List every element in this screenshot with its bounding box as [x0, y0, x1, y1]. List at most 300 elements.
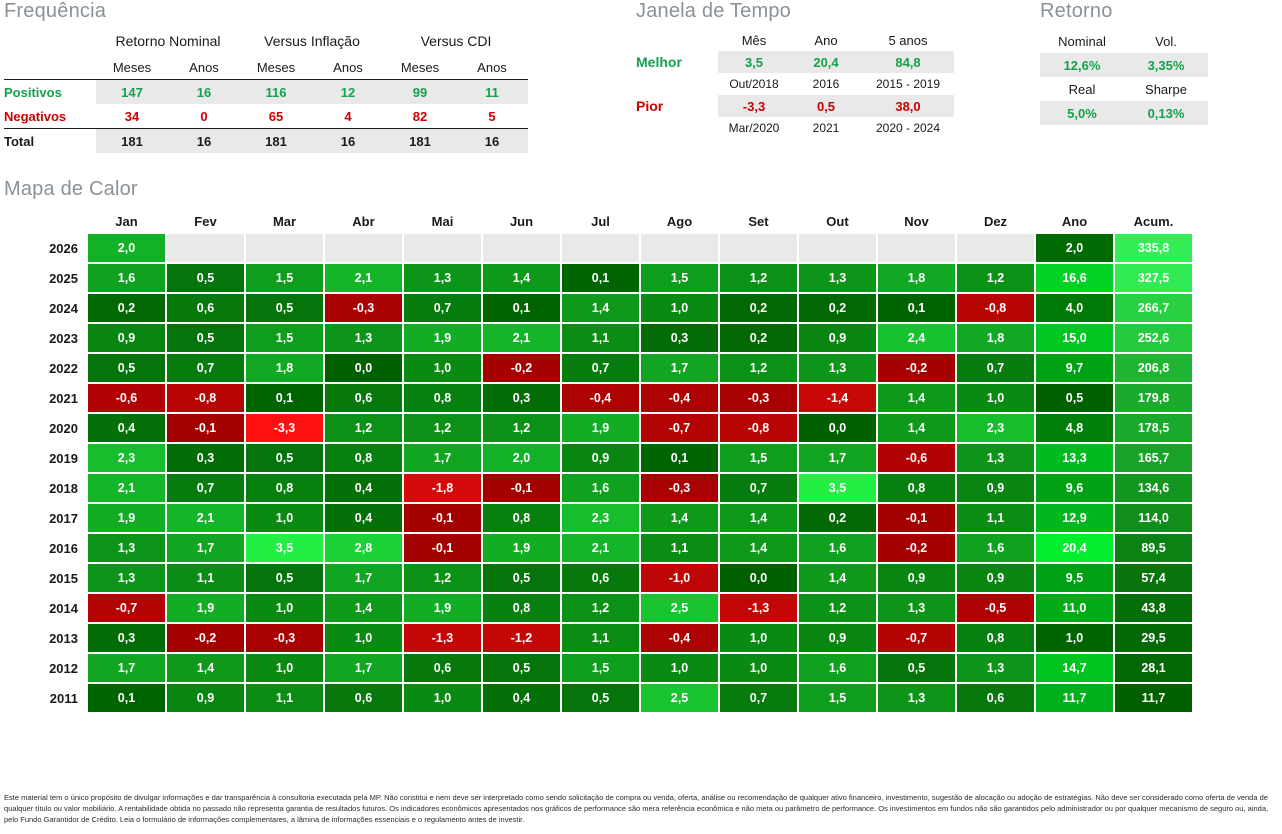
heatmap-row-label-2024: 2024 [49, 300, 78, 316]
heatmap-cell-2016-dez: 1,6 [957, 534, 1034, 562]
heatmap-cell-2019-nov: -0,6 [878, 444, 955, 472]
heatmap-col-header-dez: Dez [983, 213, 1008, 229]
pior-5anos-period: 2020 - 2024 [862, 117, 954, 139]
heatmap-cell-2015-jan: 1,3 [88, 564, 165, 592]
retorno-value-row-1 [1040, 53, 1208, 77]
heatmap-cell-2023-dez: 1,8 [957, 324, 1034, 352]
heatmap-cell-2015-dez: 0,9 [957, 564, 1034, 592]
heatmap-cell-2017-mar: 1,0 [246, 504, 323, 532]
heatmap-cell-2022-fev: 0,7 [167, 354, 244, 382]
heatmap-row [2, 534, 1192, 562]
heatmap-cell-2021-jul: -0,4 [562, 384, 639, 412]
frequencia-subheader: Meses [400, 59, 440, 75]
heatmap-cell-2023-ano: 15,0 [1036, 324, 1113, 352]
cell-total-inflacao-meses: 181 [240, 129, 312, 154]
retorno-header-row-1 [1040, 29, 1208, 53]
heatmap-cell-2022-ago: 1,7 [641, 354, 718, 382]
janela-table [636, 29, 954, 139]
cell-positivos-inflacao-anos: 12 [312, 80, 384, 105]
heatmap-cell-2017-abr: 0,4 [325, 504, 402, 532]
pior-5anos-value: 38,0 [862, 95, 954, 117]
heatmap-cell-2018-jan: 2,1 [88, 474, 165, 502]
row-label-negativos: Negativos [4, 108, 67, 124]
heatmap-cell-2018-nov: 0,8 [878, 474, 955, 502]
heatmap-cell-2023-mai: 1,9 [404, 324, 481, 352]
heatmap-cell-2023-jan: 0,9 [88, 324, 165, 352]
retorno-sharpe-value: 0,13% [1124, 101, 1208, 125]
melhor-ano-value: 20,4 [790, 51, 862, 73]
cell-positivos-inflacao-meses: 116 [240, 80, 312, 105]
pior-ano-value: 0,5 [790, 95, 862, 117]
heatmap-cell-2013-nov: -0,7 [878, 624, 955, 652]
heatmap-cell-2020-set: -0,8 [720, 414, 797, 442]
heatmap-row-label-2013: 2013 [49, 630, 78, 646]
heatmap-row [2, 384, 1192, 412]
heatmap-cell-2021-mar: 0,1 [246, 384, 323, 412]
heatmap-col-header-nov: Nov [904, 213, 929, 229]
frequencia-section [4, 0, 604, 153]
heatmap-col-header-ano: Ano [1061, 213, 1088, 229]
heatmap-col-header-jan: Jan [115, 213, 138, 229]
heatmap-cell-2023-jul: 1,1 [562, 324, 639, 352]
row-label-melhor: Melhor [636, 54, 682, 70]
heatmap-cell-2024-fev: 0,6 [167, 294, 244, 322]
heatmap-cell-2015-jul: 0,6 [562, 564, 639, 592]
heatmap-cell-2019-fev: 0,3 [167, 444, 244, 472]
heatmap-cell-2013-jan: 0,3 [88, 624, 165, 652]
janela-header-ano: Ano [814, 32, 838, 48]
heatmap-cell-2019-ano: 13,3 [1036, 444, 1113, 472]
frequencia-title: Frequência [4, 0, 107, 22]
heatmap-cell-2024-set: 0,2 [720, 294, 797, 322]
heatmap-cell-2024-abr: -0,3 [325, 294, 402, 322]
heatmap-cell-2011-jul: 0,5 [562, 684, 639, 712]
heatmap-cell-2011-set: 0,7 [720, 684, 797, 712]
heatmap-cell-2021-mai: 0,8 [404, 384, 481, 412]
heatmap-cell-2017-ago: 1,4 [641, 504, 718, 532]
retorno-header-nominal: Nominal [1058, 33, 1106, 49]
melhor-ano-period: 2016 [790, 73, 862, 95]
retorno-table [1040, 29, 1208, 125]
heatmap-col-header-set: Set [748, 213, 769, 229]
heatmap-cell-2013-abr: 1,0 [325, 624, 402, 652]
heatmap-row [2, 624, 1192, 652]
heatmap-cell-2018-ago: -0,3 [641, 474, 718, 502]
heatmap-row [2, 294, 1192, 322]
heatmap-row [2, 264, 1192, 292]
heatmap-cell-empty [799, 234, 876, 262]
cell-total-cdi-meses: 181 [384, 129, 456, 154]
pior-ano-period: 2021 [790, 117, 862, 139]
heatmap-cell-2012-jun: 0,5 [483, 654, 560, 682]
heatmap-col-header-jul: Jul [591, 213, 610, 229]
heatmap-corner-cell [2, 210, 86, 232]
heatmap-cell-2018-set: 0,7 [720, 474, 797, 502]
frequencia-group-versus-cdi: Versus CDI [420, 33, 492, 49]
heatmap-table [0, 208, 1194, 714]
heatmap-row-label-2016: 2016 [49, 540, 78, 556]
heatmap-cell-2014-jan: -0,7 [88, 594, 165, 622]
heatmap-cell-2025-ago: 1,5 [641, 264, 718, 292]
heatmap-cell-2013-jul: 1,1 [562, 624, 639, 652]
heatmap-cell-empty [720, 234, 797, 262]
heatmap-row-label-2025: 2025 [49, 270, 78, 286]
heatmap-col-header-jun: Jun [509, 213, 534, 229]
heatmap-cell-2013-ano: 1,0 [1036, 624, 1113, 652]
heatmap-cell-2018-ano: 9,6 [1036, 474, 1113, 502]
row-label-positivos: Positivos [4, 84, 62, 100]
spacer-cell [636, 117, 718, 139]
heatmap-cell-2019-out: 1,7 [799, 444, 876, 472]
melhor-mes-value: 3,5 [718, 51, 790, 73]
heatmap-cell-2018-abr: 0,4 [325, 474, 402, 502]
heatmap-cell-2012-mar: 1,0 [246, 654, 323, 682]
heatmap-header-row [2, 210, 1192, 232]
heatmap-cell-2023-fev: 0,5 [167, 324, 244, 352]
cell-negativos-inflacao-meses: 65 [240, 104, 312, 129]
heatmap-cell-2013-fev: -0,2 [167, 624, 244, 652]
heatmap-cell-2011-out: 1,5 [799, 684, 876, 712]
retorno-section [1040, 0, 1280, 125]
heatmap-cell-2013-set: 1,0 [720, 624, 797, 652]
heatmap-cell-2019-mai: 1,7 [404, 444, 481, 472]
janela-de-tempo-section [636, 0, 1036, 139]
heatmap-cell-2016-acum: 89,5 [1115, 534, 1192, 562]
janela-header-row [636, 29, 954, 51]
heatmap-cell-2021-jan: -0,6 [88, 384, 165, 412]
heatmap-cell-2015-abr: 1,7 [325, 564, 402, 592]
heatmap-cell-2019-dez: 1,3 [957, 444, 1034, 472]
cell-negativos-nominal-meses: 34 [96, 104, 168, 129]
heatmap-cell-2015-ago: -1,0 [641, 564, 718, 592]
heatmap-cell-2011-mar: 1,1 [246, 684, 323, 712]
heatmap-cell-2018-dez: 0,9 [957, 474, 1034, 502]
janela-title: Janela de Tempo [636, 0, 791, 22]
heatmap-cell-2014-jun: 0,8 [483, 594, 560, 622]
heatmap-cell-2022-jan: 0,5 [88, 354, 165, 382]
heatmap-cell-2026-ano: 2,0 [1036, 234, 1113, 262]
heatmap-cell-2023-mar: 1,5 [246, 324, 323, 352]
heatmap-cell-2024-out: 0,2 [799, 294, 876, 322]
heatmap [0, 208, 1194, 714]
heatmap-cell-2015-jun: 0,5 [483, 564, 560, 592]
heatmap-cell-2021-out: -1,4 [799, 384, 876, 412]
heatmap-cell-empty [325, 234, 402, 262]
heatmap-row [2, 354, 1192, 382]
heatmap-cell-2016-mar: 3,5 [246, 534, 323, 562]
heatmap-cell-2023-nov: 2,4 [878, 324, 955, 352]
heatmap-row-label-2020: 2020 [49, 420, 78, 436]
frequencia-table [4, 29, 528, 153]
heatmap-cell-2021-dez: 1,0 [957, 384, 1034, 412]
heatmap-cell-2014-mar: 1,0 [246, 594, 323, 622]
heatmap-cell-2017-jan: 1,9 [88, 504, 165, 532]
heatmap-cell-2014-ano: 11,0 [1036, 594, 1113, 622]
heatmap-cell-2017-acum: 114,0 [1115, 504, 1192, 532]
heatmap-row [2, 684, 1192, 712]
heatmap-cell-2012-mai: 0,6 [404, 654, 481, 682]
heatmap-cell-2015-fev: 1,1 [167, 564, 244, 592]
heatmap-cell-2021-abr: 0,6 [325, 384, 402, 412]
heatmap-row [2, 504, 1192, 532]
melhor-5anos-period: 2015 - 2019 [862, 73, 954, 95]
heatmap-cell-2011-nov: 1,3 [878, 684, 955, 712]
frequencia-subheader: Anos [189, 59, 219, 75]
heatmap-cell-2020-nov: 1,4 [878, 414, 955, 442]
heatmap-cell-2012-set: 1,0 [720, 654, 797, 682]
heatmap-cell-2014-jul: 1,2 [562, 594, 639, 622]
frequencia-subheader: Meses [256, 59, 296, 75]
heatmap-cell-2017-fev: 2,1 [167, 504, 244, 532]
heatmap-cell-2012-fev: 1,4 [167, 654, 244, 682]
retorno-header-row-2 [1040, 77, 1208, 101]
heatmap-cell-2024-dez: -0,8 [957, 294, 1034, 322]
row-label-total: Total [4, 133, 35, 149]
heatmap-cell-2022-nov: -0,2 [878, 354, 955, 382]
heatmap-cell-2017-out: 0,2 [799, 504, 876, 532]
heatmap-cell-2025-acum: 327,5 [1115, 264, 1192, 292]
heatmap-col-header-out: Out [826, 213, 849, 229]
retorno-header-sharpe: Sharpe [1145, 81, 1187, 97]
retorno-header-vol: Vol. [1155, 33, 1177, 49]
heatmap-cell-2022-ano: 9,7 [1036, 354, 1113, 382]
heatmap-cell-2019-jun: 2,0 [483, 444, 560, 472]
heatmap-cell-2026-acum: 335,8 [1115, 234, 1192, 262]
heatmap-cell-2014-out: 1,2 [799, 594, 876, 622]
heatmap-cell-2022-dez: 0,7 [957, 354, 1034, 382]
cell-positivos-nominal-meses: 147 [96, 80, 168, 105]
heatmap-cell-2013-jun: -1,2 [483, 624, 560, 652]
retorno-header-real: Real [1068, 81, 1096, 97]
frequencia-subheader: Meses [112, 59, 152, 75]
frequencia-subheader: Anos [477, 59, 507, 75]
heatmap-cell-2025-jun: 1,4 [483, 264, 560, 292]
heatmap-cell-2024-mai: 0,7 [404, 294, 481, 322]
heatmap-cell-2025-jan: 1,6 [88, 264, 165, 292]
heatmap-cell-2012-ago: 1,0 [641, 654, 718, 682]
heatmap-row-label-2011: 2011 [49, 690, 78, 706]
heatmap-cell-2011-abr: 0,6 [325, 684, 402, 712]
heatmap-cell-2020-dez: 2,3 [957, 414, 1034, 442]
heatmap-cell-2012-jan: 1,7 [88, 654, 165, 682]
heatmap-cell-2021-jun: 0,3 [483, 384, 560, 412]
row-label-pior: Pior [636, 98, 664, 114]
heatmap-cell-2017-jul: 2,3 [562, 504, 639, 532]
heatmap-cell-2012-abr: 1,7 [325, 654, 402, 682]
heatmap-cell-2012-out: 1,6 [799, 654, 876, 682]
pior-mes-value: -3,3 [718, 95, 790, 117]
heatmap-cell-2015-out: 1,4 [799, 564, 876, 592]
heatmap-cell-2011-ano: 11,7 [1036, 684, 1113, 712]
heatmap-cell-2015-set: 0,0 [720, 564, 797, 592]
heatmap-cell-2012-jul: 1,5 [562, 654, 639, 682]
heatmap-cell-2018-mai: -1,8 [404, 474, 481, 502]
heatmap-cell-2024-acum: 266,7 [1115, 294, 1192, 322]
heatmap-cell-2016-jan: 1,3 [88, 534, 165, 562]
spacer-cell [636, 29, 718, 51]
heatmap-cell-2020-mai: 1,2 [404, 414, 481, 442]
heatmap-cell-2024-jul: 1,4 [562, 294, 639, 322]
heatmap-cell-2019-abr: 0,8 [325, 444, 402, 472]
heatmap-cell-2022-mar: 1,8 [246, 354, 323, 382]
cell-total-inflacao-anos: 16 [312, 129, 384, 154]
heatmap-row-label-2012: 2012 [49, 660, 78, 676]
heatmap-cell-empty [641, 234, 718, 262]
heatmap-cell-2024-ano: 4,0 [1036, 294, 1113, 322]
heatmap-cell-2025-out: 1,3 [799, 264, 876, 292]
heatmap-cell-2025-mai: 1,3 [404, 264, 481, 292]
heatmap-row [2, 654, 1192, 682]
heatmap-cell-2025-mar: 1,5 [246, 264, 323, 292]
melhor-5anos-value: 84,8 [862, 51, 954, 73]
heatmap-cell-2022-mai: 1,0 [404, 354, 481, 382]
heatmap-cell-2018-out: 3,5 [799, 474, 876, 502]
heatmap-cell-2020-jan: 0,4 [88, 414, 165, 442]
cell-positivos-cdi-anos: 11 [456, 80, 528, 105]
janela-header-5anos: 5 anos [888, 32, 928, 48]
frequencia-subheader-row [4, 55, 528, 80]
heatmap-cell-2023-set: 0,2 [720, 324, 797, 352]
cell-positivos-cdi-meses: 99 [384, 80, 456, 105]
heatmap-cell-2024-ago: 1,0 [641, 294, 718, 322]
heatmap-row [2, 414, 1192, 442]
heatmap-cell-empty [562, 234, 639, 262]
heatmap-cell-2016-jul: 2,1 [562, 534, 639, 562]
heatmap-cell-2018-fev: 0,7 [167, 474, 244, 502]
heatmap-cell-2016-mai: -0,1 [404, 534, 481, 562]
retorno-real-value: 5,0% [1040, 101, 1124, 125]
heatmap-cell-2015-ano: 9,5 [1036, 564, 1113, 592]
heatmap-cell-2019-ago: 0,1 [641, 444, 718, 472]
janela-melhor-row [636, 51, 954, 73]
heatmap-cell-2020-jul: 1,9 [562, 414, 639, 442]
cell-total-cdi-anos: 16 [456, 129, 528, 154]
heatmap-cell-2014-nov: 1,3 [878, 594, 955, 622]
heatmap-cell-2017-jun: 0,8 [483, 504, 560, 532]
heatmap-cell-2026-jan: 2,0 [88, 234, 165, 262]
heatmap-cell-2020-ago: -0,7 [641, 414, 718, 442]
heatmap-row-label-2026: 2026 [49, 240, 78, 256]
heatmap-cell-2011-jan: 0,1 [88, 684, 165, 712]
heatmap-cell-2024-jan: 0,2 [88, 294, 165, 322]
heatmap-cell-2013-mar: -0,3 [246, 624, 323, 652]
heatmap-cell-2019-jan: 2,3 [88, 444, 165, 472]
spacer-cell [636, 73, 718, 95]
retorno-title: Retorno [1040, 0, 1113, 22]
frequencia-group-retorno-nominal: Retorno Nominal [115, 33, 221, 49]
heatmap-cell-2020-ano: 4,8 [1036, 414, 1113, 442]
heatmap-cell-2011-jun: 0,4 [483, 684, 560, 712]
heatmap-row-label-2019: 2019 [49, 450, 78, 466]
heatmap-cell-2022-acum: 206,8 [1115, 354, 1192, 382]
heatmap-cell-2014-set: -1,3 [720, 594, 797, 622]
heatmap-cell-2013-acum: 29,5 [1115, 624, 1192, 652]
heatmap-row-label-2022: 2022 [49, 360, 78, 376]
heatmap-cell-2020-jun: 1,2 [483, 414, 560, 442]
heatmap-cell-2020-fev: -0,1 [167, 414, 244, 442]
retorno-vol-value: 3,35% [1124, 53, 1208, 77]
heatmap-cell-2018-jun: -0,1 [483, 474, 560, 502]
heatmap-cell-2016-out: 1,6 [799, 534, 876, 562]
heatmap-cell-2025-ano: 16,6 [1036, 264, 1113, 292]
heatmap-cell-2016-nov: -0,2 [878, 534, 955, 562]
heatmap-cell-2020-mar: -3,3 [246, 414, 323, 442]
heatmap-cell-2025-fev: 0,5 [167, 264, 244, 292]
heatmap-col-header-abr: Abr [352, 213, 375, 229]
cell-total-nominal-anos: 16 [168, 129, 240, 154]
heatmap-cell-2014-ago: 2,5 [641, 594, 718, 622]
heatmap-cell-2011-mai: 1,0 [404, 684, 481, 712]
heatmap-cell-2013-mai: -1,3 [404, 624, 481, 652]
heatmap-cell-2017-mai: -0,1 [404, 504, 481, 532]
heatmap-cell-empty [878, 234, 955, 262]
heatmap-cell-2023-out: 0,9 [799, 324, 876, 352]
frequencia-group-versus-inflacao: Versus Inflação [264, 33, 360, 49]
heatmap-row [2, 564, 1192, 592]
heatmap-cell-2011-acum: 11,7 [1115, 684, 1192, 712]
cell-negativos-nominal-anos: 0 [168, 104, 240, 129]
heatmap-col-header-acum: Acum. [1133, 213, 1174, 229]
heatmap-cell-2022-abr: 0,0 [325, 354, 402, 382]
melhor-mes-period: Out/2018 [718, 73, 790, 95]
heatmap-row-label-2018: 2018 [49, 480, 78, 496]
heatmap-cell-2020-acum: 178,5 [1115, 414, 1192, 442]
heatmap-cell-2015-mai: 1,2 [404, 564, 481, 592]
heatmap-cell-2018-mar: 0,8 [246, 474, 323, 502]
heatmap-cell-2018-acum: 134,6 [1115, 474, 1192, 502]
heatmap-cell-2019-set: 1,5 [720, 444, 797, 472]
heatmap-cell-2011-ago: 2,5 [641, 684, 718, 712]
retorno-nominal-value: 12,6% [1040, 53, 1124, 77]
cell-positivos-nominal-anos: 16 [168, 80, 240, 105]
heatmap-cell-empty [957, 234, 1034, 262]
heatmap-cell-2021-set: -0,3 [720, 384, 797, 412]
heatmap-row [2, 234, 1192, 262]
heatmap-cell-2014-mai: 1,9 [404, 594, 481, 622]
heatmap-row-label-2015: 2015 [49, 570, 78, 586]
mapa-de-calor-title: Mapa de Calor [4, 178, 138, 200]
cell-negativos-cdi-meses: 82 [384, 104, 456, 129]
heatmap-cell-2013-ago: -0,4 [641, 624, 718, 652]
heatmap-cell-2011-dez: 0,6 [957, 684, 1034, 712]
heatmap-cell-2020-abr: 1,2 [325, 414, 402, 442]
heatmap-row-label-2014: 2014 [49, 600, 78, 616]
retorno-value-row-2 [1040, 101, 1208, 125]
heatmap-col-header-mar: Mar [272, 213, 297, 229]
heatmap-cell-empty [246, 234, 323, 262]
heatmap-cell-2021-ago: -0,4 [641, 384, 718, 412]
heatmap-cell-2017-ano: 12,9 [1036, 504, 1113, 532]
spacer-cell [4, 55, 96, 80]
heatmap-row [2, 474, 1192, 502]
heatmap-row [2, 324, 1192, 352]
heatmap-cell-2023-abr: 1,3 [325, 324, 402, 352]
janela-pior-periods-row [636, 117, 954, 139]
heatmap-cell-2017-nov: -0,1 [878, 504, 955, 532]
heatmap-cell-2025-nov: 1,8 [878, 264, 955, 292]
heatmap-cell-2021-ano: 0,5 [1036, 384, 1113, 412]
table-row [4, 104, 528, 129]
heatmap-cell-2025-jul: 0,1 [562, 264, 639, 292]
heatmap-cell-2016-ago: 1,1 [641, 534, 718, 562]
disclaimer-text: Este material tem o único propósito de divulgar informações e dar transparência à consultoria executada pela MP. Não constitui e nem deve ser interpretado como sendo solicitação de compra ou venda, oferta, análise ou recomendação de qualquer ativo financeiro, investimento, sugestão de alocação ou adoção de estratégias. Não deve ser considerado como oferta de venda de qualquer título ou valor mobiliário. A rentabilidade obtida no passado não representa garantia de resultados futuros. Os indicadores econômicos apresentados nos gráficos de performance são mera referência econômica e não meta ou parâmetro de performance. Os investimentos em fundos não são garantidos pelo administrador ou por qualquer mecanismo de seguro ou, ainda, pelo Fundo Garantidor de Crédito. Leia o formulário de informações complementares, a lâmina de informações essenciais e o regulamento antes de investir. [0, 790, 1282, 834]
frequencia-group-header-row [4, 29, 528, 55]
heatmap-cell-2019-acum: 165,7 [1115, 444, 1192, 472]
heatmap-cell-2021-nov: 1,4 [878, 384, 955, 412]
heatmap-cell-2022-jun: -0,2 [483, 354, 560, 382]
heatmap-cell-2022-set: 1,2 [720, 354, 797, 382]
heatmap-cell-2019-mar: 0,5 [246, 444, 323, 472]
